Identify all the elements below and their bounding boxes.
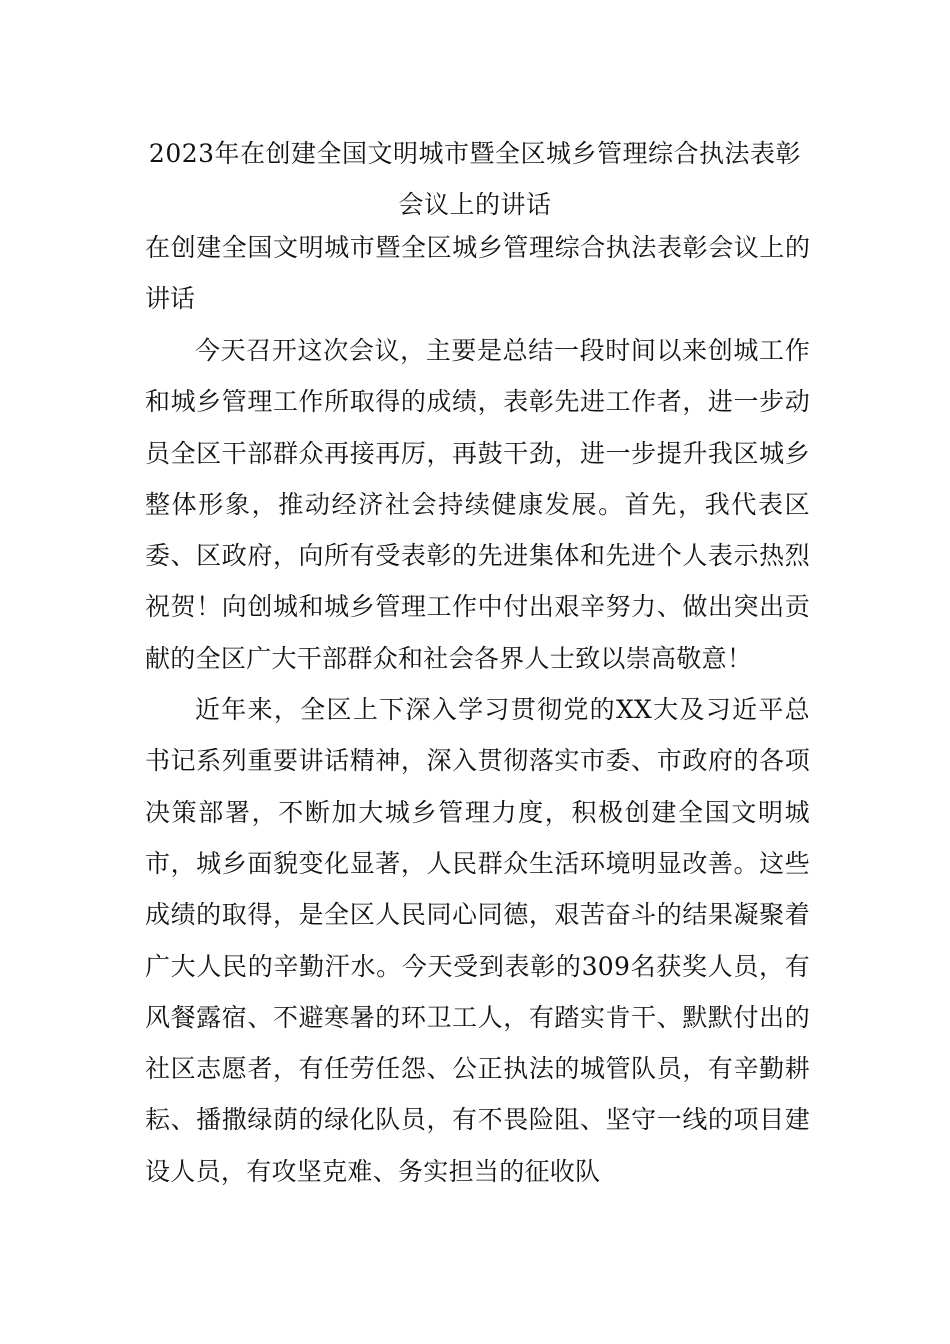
paragraph-2: 近年来，全区上下深入学习贯彻党的XX大及习近平总书记系列重要讲话精神，深入贯彻落实市委、市政府的各项决策部署，不断加大城乡管理力度，积极创建全国文明城市，城乡面貌变化显著，人民群众生活环境明显改善。这些成绩的取得，是全区人民同心同德，艰苦奋斗的结果凝聚着广大人民的辛勤汗水。今天受到表彰的309名获奖人员，有风餐露宿、不避寒暑的环卫工人，有踏实肯干、默默付出的社区志愿者，有任劳任怨、公正执法的城管队员，有辛勤耕耘、播撒绿荫的绿化队员，有不畏险阻、坚守一线的项目建设人员，有攻坚克难、务实担当的征收队 bbox=[145, 695, 810, 1186]
document-subtitle: 在创建全国文明城市暨全区城乡管理综合执法表彰会议上的讲话 bbox=[145, 233, 810, 313]
document-body bbox=[145, 325, 810, 1197]
document-title: 2023年在创建全国文明城市暨全区城乡管理综合执法表彰会议上的讲话 bbox=[148, 139, 802, 219]
paragraph-1: 今天召开这次会议，主要是总结一段时间以来创城工作和城乡管理工作所取得的成绩，表彰先进工作者，进一步动员全区干部群众再接再厉，再鼓干劲，进一步提升我区城乡整体形象，推动经济社会持续健康发展。首先，我代表区委、区政府，向所有受表彰的先进集体和先进个人表示热烈祝贺！向创城和城乡管理工作中付出艰辛努力、做出突出贡献的全区广大干部群众和社会各界人士致以崇高敬意！ bbox=[145, 336, 810, 673]
